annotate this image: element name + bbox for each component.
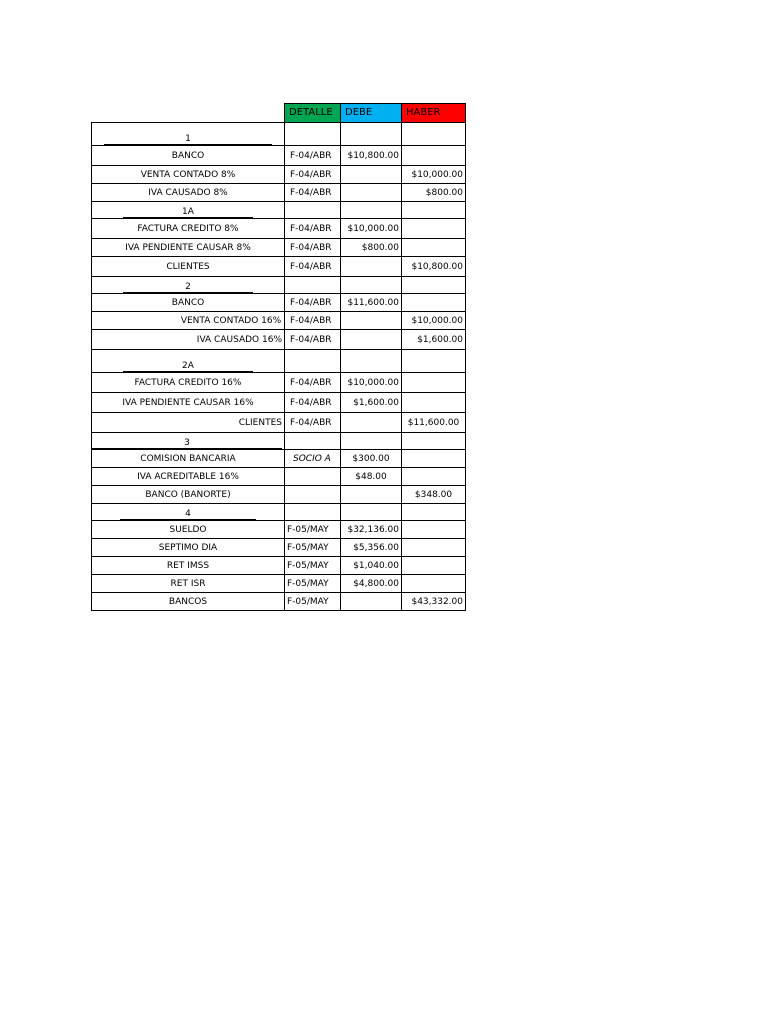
separator-row (92, 202, 466, 219)
haber-cell: $10,000.00 (402, 312, 466, 330)
haber-cell (402, 239, 466, 257)
separator-label: 4 (120, 509, 256, 520)
account-cell: IVA PENDIENTE CAUSAR 16% (92, 393, 285, 413)
haber-cell: $10,000.00 (402, 166, 466, 184)
detalle-cell (285, 350, 341, 373)
separator-row (92, 123, 466, 146)
table-row (92, 450, 466, 468)
entry-separator (92, 202, 285, 219)
haber-cell (402, 521, 466, 539)
detalle-cell: F-04/ABR (285, 257, 341, 277)
haber-cell: $43,332.00 (402, 593, 466, 611)
table-row (92, 330, 466, 350)
haber-cell (402, 450, 466, 468)
account-cell: BANCO (BANORTE) (92, 486, 285, 504)
debe-cell (341, 593, 402, 611)
table-row (92, 257, 466, 277)
debe-cell (341, 413, 402, 433)
debe-cell: $11,600.00 (341, 294, 402, 312)
table-row (92, 294, 466, 312)
account-cell: CLIENTES (92, 257, 285, 277)
header-detalle: DETALLE (285, 104, 341, 123)
debe-cell: $48.00 (341, 468, 402, 486)
table-row (92, 593, 466, 611)
detalle-cell: F-04/ABR (285, 294, 341, 312)
haber-cell (402, 277, 466, 294)
debe-cell: $1,040.00 (341, 557, 402, 575)
header-blank (92, 104, 285, 123)
haber-cell (402, 350, 466, 373)
separator-label: 1A (123, 207, 253, 218)
detalle-cell: F-05/MAY (285, 593, 341, 611)
separator-label: 3 (92, 438, 282, 449)
haber-cell (402, 146, 466, 166)
table-row (92, 468, 466, 486)
table-row (92, 146, 466, 166)
table-row (92, 557, 466, 575)
journal-table (91, 103, 466, 611)
haber-cell (402, 557, 466, 575)
haber-cell (402, 393, 466, 413)
haber-cell (402, 123, 466, 146)
haber-cell: $10,800.00 (402, 257, 466, 277)
separator-row (92, 277, 466, 294)
detalle-cell: F-05/MAY (285, 539, 341, 557)
header-debe: DEBE (341, 104, 402, 123)
detalle-cell (285, 504, 341, 521)
debe-cell (341, 433, 402, 450)
detalle-cell: F-05/MAY (285, 575, 341, 593)
detalle-cell: F-04/ABR (285, 330, 341, 350)
haber-cell (402, 373, 466, 393)
debe-cell: $800.00 (341, 239, 402, 257)
haber-cell (402, 294, 466, 312)
account-cell: SUELDO (92, 521, 285, 539)
debe-cell (341, 330, 402, 350)
separator-row (92, 433, 466, 450)
detalle-cell: F-04/ABR (285, 146, 341, 166)
debe-cell (341, 504, 402, 521)
entry-separator (92, 504, 285, 521)
account-cell: IVA CAUSADO 8% (92, 184, 285, 202)
debe-cell (341, 486, 402, 504)
debe-cell (341, 166, 402, 184)
detalle-cell: F-05/MAY (285, 521, 341, 539)
table-row (92, 413, 466, 433)
table-row (92, 521, 466, 539)
haber-cell (402, 202, 466, 219)
entry-separator (92, 433, 285, 450)
separator-label: 2 (123, 282, 253, 293)
account-cell: RET IMSS (92, 557, 285, 575)
account-cell: BANCO (92, 146, 285, 166)
account-cell: COMISION BANCARIA (92, 450, 285, 468)
debe-cell: $5,356.00 (341, 539, 402, 557)
debe-cell (341, 350, 402, 373)
haber-cell: $800.00 (402, 184, 466, 202)
haber-cell (402, 433, 466, 450)
entry-separator (92, 350, 285, 373)
separator-label: 2A (123, 361, 253, 372)
haber-cell (402, 575, 466, 593)
haber-cell: $1,600.00 (402, 330, 466, 350)
table-row (92, 575, 466, 593)
table-row (92, 312, 466, 330)
debe-cell (341, 123, 402, 146)
debe-cell: $32,136.00 (341, 521, 402, 539)
debe-cell: $10,000.00 (341, 373, 402, 393)
detalle-cell (285, 277, 341, 294)
account-cell: BANCOS (92, 593, 285, 611)
account-cell: FACTURA CREDITO 8% (92, 219, 285, 239)
account-cell: VENTA CONTADO 16% (92, 312, 285, 330)
debe-cell: $10,800.00 (341, 146, 402, 166)
haber-cell: $348.00 (402, 486, 466, 504)
debe-cell (341, 312, 402, 330)
detalle-cell: F-04/ABR (285, 219, 341, 239)
table-row (92, 184, 466, 202)
haber-cell (402, 504, 466, 521)
haber-cell (402, 468, 466, 486)
header-row (92, 104, 466, 123)
debe-cell: $300.00 (341, 450, 402, 468)
account-cell: IVA CAUSADO 16% (92, 330, 285, 350)
detalle-cell (285, 486, 341, 504)
debe-cell: $4,800.00 (341, 575, 402, 593)
account-cell: CLIENTES (92, 413, 285, 433)
debe-cell (341, 277, 402, 294)
haber-cell (402, 539, 466, 557)
haber-cell (402, 219, 466, 239)
debe-cell: $10,000.00 (341, 219, 402, 239)
table-row (92, 373, 466, 393)
detalle-cell (285, 433, 341, 450)
table-row (92, 486, 466, 504)
table-row (92, 393, 466, 413)
account-cell: VENTA CONTADO 8% (92, 166, 285, 184)
journal-sheet (91, 103, 466, 611)
header-haber: HABER (402, 104, 466, 123)
table-row (92, 539, 466, 557)
detalle-cell: F-05/MAY (285, 557, 341, 575)
table-row (92, 219, 466, 239)
haber-cell: $11,600.00 (402, 413, 466, 433)
table-row (92, 166, 466, 184)
detalle-cell: SOCIO A (285, 450, 341, 468)
detalle-cell: F-04/ABR (285, 239, 341, 257)
debe-cell: $1,600.00 (341, 393, 402, 413)
debe-cell (341, 257, 402, 277)
account-cell: SEPTIMO DIA (92, 539, 285, 557)
detalle-cell: F-04/ABR (285, 312, 341, 330)
account-cell: BANCO (92, 294, 285, 312)
detalle-cell: F-04/ABR (285, 393, 341, 413)
separator-row (92, 504, 466, 521)
account-cell: FACTURA CREDITO 16% (92, 373, 285, 393)
detalle-cell: F-04/ABR (285, 413, 341, 433)
account-cell: RET ISR (92, 575, 285, 593)
separator-row (92, 350, 466, 373)
entry-separator (92, 277, 285, 294)
account-cell: IVA ACREDITABLE 16% (92, 468, 285, 486)
detalle-cell (285, 468, 341, 486)
debe-cell (341, 184, 402, 202)
detalle-cell: F-04/ABR (285, 166, 341, 184)
separator-label: 1 (104, 134, 272, 145)
entry-separator (92, 123, 285, 146)
account-cell: IVA PENDIENTE CAUSAR 8% (92, 239, 285, 257)
detalle-cell (285, 123, 341, 146)
debe-cell (341, 202, 402, 219)
detalle-cell (285, 202, 341, 219)
detalle-cell: F-04/ABR (285, 373, 341, 393)
detalle-cell: F-04/ABR (285, 184, 341, 202)
table-row (92, 239, 466, 257)
